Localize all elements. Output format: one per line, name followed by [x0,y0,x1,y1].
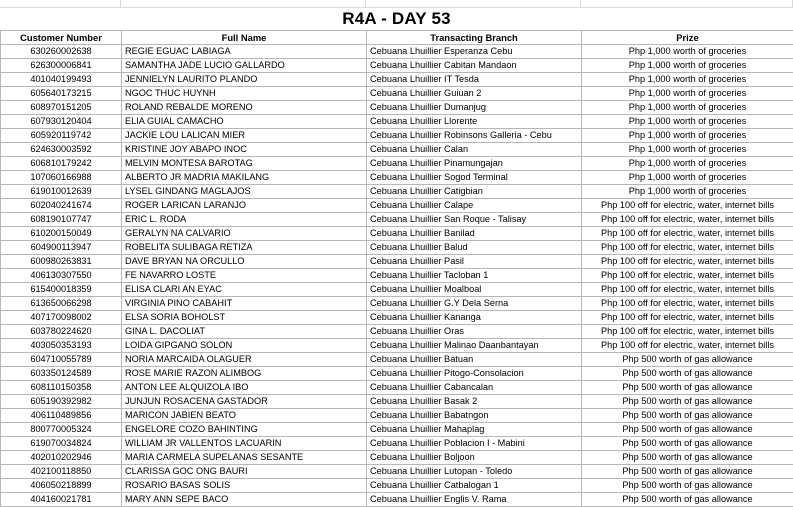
full-name-cell[interactable]: VIRGINIA PINO CABAHIT [122,297,367,311]
table-row [1,409,793,423]
prize-cell[interactable]: Php 1,000 worth of groceries [582,73,793,87]
branch-cell[interactable]: Cebuana Lhuillier Guiuan 2 [367,87,582,101]
branch-cell[interactable]: Cebuana Lhuillier Englis V. Rama [367,493,582,507]
prize-cell[interactable]: Php 500 worth of gas allowance [582,395,793,409]
prize-cell[interactable]: Php 1,000 worth of groceries [582,115,793,129]
branch-cell[interactable]: Cebuana Lhuillier Catigbian [367,185,582,199]
full-name-cell[interactable]: WILLIAM JR VALLENTOS LACUARIN [122,437,367,451]
branch-cell[interactable]: Cebuana Lhuillier Cabancalan [367,381,582,395]
branch-cell[interactable]: Cebuana Lhuillier Tacloban 1 [367,269,582,283]
prize-cell[interactable]: Php 500 worth of gas allowance [582,465,793,479]
table-row [1,269,793,283]
branch-cell[interactable]: Cebuana Lhuillier Calape [367,199,582,213]
prize-cell[interactable]: Php 500 worth of gas allowance [582,479,793,493]
full-name-cell[interactable]: ROGER LARICAN LARANJO [122,199,367,213]
full-name-cell[interactable]: ELSA SORIA BOHOLST [122,311,367,325]
branch-cell[interactable]: Cebuana Lhuillier Cabitan Mandaon [367,59,582,73]
full-name-cell[interactable]: ELISA CLARI AN EYAC [122,283,367,297]
table-row [1,73,793,87]
prize-cell[interactable]: Php 100 off for electric, water, internet bills [582,241,793,255]
prize-cell[interactable]: Php 100 off for electric, water, internet bills [582,255,793,269]
prize-cell[interactable]: Php 1,000 worth of groceries [582,185,793,199]
prize-cell[interactable]: Php 500 worth of gas allowance [582,367,793,381]
table-row [1,143,793,157]
customer-number-cell[interactable]: 402100118850 [1,465,122,479]
full-name-cell[interactable]: ALBERTO JR MADRIA MAKILANG [122,171,367,185]
branch-cell[interactable]: Cebuana Lhuillier Boljoon [367,451,582,465]
table-row [1,353,793,367]
branch-cell[interactable]: Cebuana Lhuillier Llorente [367,115,582,129]
full-name-cell[interactable]: KRISTINE JOY ABAPO INOC [122,143,367,157]
table-row [1,297,793,311]
table-row [1,241,793,255]
branch-cell[interactable]: Cebuana Lhuillier San Roque - Talisay [367,213,582,227]
customer-number-cell[interactable]: 403050353193 [1,339,122,353]
customer-number-cell[interactable]: 404160021781 [1,493,122,507]
full-name-cell[interactable]: JACKIE LOU LALICAN MIER [122,129,367,143]
branch-cell[interactable]: Cebuana Lhuillier Basak 2 [367,395,582,409]
table-row [1,101,793,115]
customer-number-cell[interactable]: 603780224620 [1,325,122,339]
branch-cell[interactable]: Cebuana Lhuillier Moalboal [367,283,582,297]
full-name-cell[interactable]: NGOC THUC HUYNH [122,87,367,101]
customer-number-cell[interactable]: 605190392982 [1,395,122,409]
prize-cell[interactable]: Php 1,000 worth of groceries [582,45,793,59]
top-grid-strip [0,0,793,8]
customer-number-cell[interactable]: 610200150049 [1,227,122,241]
table-row [1,465,793,479]
header-full-name[interactable]: Full Name [122,31,367,45]
prize-cell[interactable]: Php 100 off for electric, water, internet bills [582,199,793,213]
full-name-cell[interactable]: ROSE MARIE RAZON ALIMBOG [122,367,367,381]
prize-cell[interactable]: Php 500 worth of gas allowance [582,437,793,451]
prize-cell[interactable]: Php 100 off for electric, water, internet bills [582,269,793,283]
customer-number-cell[interactable]: 600980263831 [1,255,122,269]
branch-cell[interactable]: Cebuana Lhuillier Mahaplag [367,423,582,437]
table-row [1,129,793,143]
table-row [1,381,793,395]
full-name-cell[interactable]: GINA L. DACOLIAT [122,325,367,339]
customer-number-cell[interactable]: 401040199493 [1,73,122,87]
customer-number-cell[interactable]: 608970151205 [1,101,122,115]
prize-cell[interactable]: Php 100 off for electric, water, internet bills [582,213,793,227]
customer-number-cell[interactable]: 402010202946 [1,451,122,465]
customer-number-cell[interactable]: 406130307550 [1,269,122,283]
branch-cell[interactable]: Cebuana Lhuillier Sogod Terminal [367,171,582,185]
header-prize[interactable]: Prize [582,31,793,45]
customer-number-cell[interactable]: 605920119742 [1,129,122,143]
table-row [1,213,793,227]
table-row [1,199,793,213]
customer-number-cell[interactable]: 107060166988 [1,171,122,185]
customer-number-cell[interactable]: 608190107747 [1,213,122,227]
customer-number-cell[interactable]: 607930120404 [1,115,122,129]
prize-cell[interactable]: Php 1,000 worth of groceries [582,101,793,115]
customer-number-cell[interactable]: 608110150358 [1,381,122,395]
prize-cell[interactable]: Php 500 worth of gas allowance [582,353,793,367]
customer-number-cell[interactable]: 602040241674 [1,199,122,213]
full-name-cell[interactable]: MARIA CARMELA SUPELANAS SESANTE [122,451,367,465]
prize-cell[interactable]: Php 100 off for electric, water, internet bills [582,297,793,311]
table-row [1,325,793,339]
branch-cell[interactable]: Cebuana Lhuillier Balud [367,241,582,255]
prize-cell[interactable]: Php 1,000 worth of groceries [582,171,793,185]
prize-cell[interactable]: Php 500 worth of gas allowance [582,381,793,395]
table-row [1,479,793,493]
table-row [1,45,793,59]
header-transacting-branch[interactable]: Transacting Branch [367,31,582,45]
full-name-cell[interactable]: ROSARIO BASAS SOLIS [122,479,367,493]
prize-cell[interactable]: Php 500 worth of gas allowance [582,423,793,437]
prize-cell[interactable]: Php 1,000 worth of groceries [582,143,793,157]
prize-cell[interactable]: Php 1,000 worth of groceries [582,59,793,73]
table-row [1,185,793,199]
customer-number-cell[interactable]: 406110489856 [1,409,122,423]
customer-number-cell[interactable]: 624630003592 [1,143,122,157]
branch-cell[interactable]: Cebuana Lhuillier Oras [367,325,582,339]
full-name-cell[interactable]: ROBELITA SULIBAGA RETIZA [122,241,367,255]
customer-number-cell[interactable]: 603350124589 [1,367,122,381]
prize-cell[interactable]: Php 1,000 worth of groceries [582,157,793,171]
branch-cell[interactable]: Cebuana Lhuillier Catbalogan 1 [367,479,582,493]
branch-cell[interactable]: Cebuana Lhuillier Poblacion I - Mabini [367,437,582,451]
full-name-cell[interactable]: ROLAND REBALDE MORENO [122,101,367,115]
branch-cell[interactable]: Cebuana Lhuillier Robinsons Galleria - Cebu [367,129,582,143]
header-row [1,31,793,45]
full-name-cell[interactable]: ERIC L. RODA [122,213,367,227]
table-row [1,115,793,129]
full-name-cell[interactable]: MARICON JABIEN BEATO [122,409,367,423]
full-name-cell[interactable]: MELVIN MONTESA BAROTAG [122,157,367,171]
customer-number-cell[interactable]: 630260002638 [1,45,122,59]
prize-cell[interactable]: Php 100 off for electric, water, internet bills [582,227,793,241]
branch-cell[interactable]: Cebuana Lhuillier Pitogo-Consolacion [367,367,582,381]
table-row [1,59,793,73]
header-customer-number[interactable]: Customer Number [1,31,122,45]
prize-cell[interactable]: Php 500 worth of gas allowance [582,409,793,423]
table-row [1,311,793,325]
table-row [1,451,793,465]
branch-cell[interactable]: Cebuana Lhuillier Malinao Daanbantayan [367,339,582,353]
full-name-cell[interactable]: ANTON LEE ALQUIZOLA IBO [122,381,367,395]
table-row [1,283,793,297]
customer-number-cell[interactable]: 407170098002 [1,311,122,325]
customer-number-cell[interactable]: 406050218899 [1,479,122,493]
full-name-cell[interactable]: LYSEL GINDANG MAGLAJOS [122,185,367,199]
full-name-cell[interactable]: SAMANTHA JADE LUCIO GALLARDO [122,59,367,73]
table-row [1,493,793,507]
full-name-cell[interactable]: MARY ANN SEPE BACO [122,493,367,507]
full-name-cell[interactable]: GERALYN NA CALVARIO [122,227,367,241]
full-name-cell[interactable]: NORIA MARCAIDA OLAGUER [122,353,367,367]
customer-number-cell[interactable]: 626300006841 [1,59,122,73]
prize-cell[interactable]: Php 100 off for electric, water, internet bills [582,283,793,297]
customer-number-cell[interactable]: 800770005324 [1,423,122,437]
branch-cell[interactable]: Cebuana Lhuillier Dumanjug [367,101,582,115]
full-name-cell[interactable]: LOIDA GIPGANO SOLON [122,339,367,353]
branch-cell[interactable]: Cebuana Lhuillier Calan [367,143,582,157]
full-name-cell[interactable]: JENNIELYN LAURITO PLANDO [122,73,367,87]
branch-cell[interactable]: Cebuana Lhuillier IT Tesda [367,73,582,87]
branch-cell[interactable]: Cebuana Lhuillier Pasil [367,255,582,269]
table-row [1,339,793,353]
prize-cell[interactable]: Php 100 off for electric, water, internet bills [582,311,793,325]
branch-cell[interactable]: Cebuana Lhuillier Kananga [367,311,582,325]
table-row [1,227,793,241]
winners-table [0,30,793,507]
prize-cell[interactable]: Php 1,000 worth of groceries [582,129,793,143]
table-row [1,255,793,269]
table-row [1,157,793,171]
customer-number-cell[interactable]: 619010012639 [1,185,122,199]
full-name-cell[interactable]: JUNJUN ROSACENA GASTADOR [122,395,367,409]
customer-number-cell[interactable]: 606810179242 [1,157,122,171]
full-name-cell[interactable]: ELIA GUIAL CAMACHO [122,115,367,129]
prize-cell[interactable]: Php 100 off for electric, water, internet bills [582,339,793,353]
branch-cell[interactable]: Cebuana Lhuillier Esperanza Cebu [367,45,582,59]
table-row [1,367,793,381]
full-name-cell[interactable]: ENGELORE COZO BAHINTING [122,423,367,437]
full-name-cell[interactable]: FE NAVARRO LOSTE [122,269,367,283]
branch-cell[interactable]: Cebuana Lhuillier Lutopan - Toledo [367,465,582,479]
branch-cell[interactable]: Cebuana Lhuillier Pinamungajan [367,157,582,171]
prize-cell[interactable]: Php 500 worth of gas allowance [582,451,793,465]
table-row [1,423,793,437]
sheet-title: R4A - DAY 53 [342,9,451,28]
customer-number-cell[interactable]: 615400018359 [1,283,122,297]
full-name-cell[interactable]: REGIE EGUAC LABIAGA [122,45,367,59]
customer-number-cell[interactable]: 604900113947 [1,241,122,255]
table-row [1,171,793,185]
prize-cell[interactable]: Php 500 worth of gas allowance [582,493,793,507]
customer-number-cell[interactable]: 605640173215 [1,87,122,101]
customer-number-cell[interactable]: 619070034824 [1,437,122,451]
table-row [1,395,793,409]
branch-cell[interactable]: Cebuana Lhuillier Batuan [367,353,582,367]
customer-number-cell[interactable]: 613650066298 [1,297,122,311]
full-name-cell[interactable]: DAVE BRYAN NA ORCULLO [122,255,367,269]
branch-cell[interactable]: Cebuana Lhuillier Babatngon [367,409,582,423]
prize-cell[interactable]: Php 100 off for electric, water, internet bills [582,325,793,339]
full-name-cell[interactable]: CLARISSA GOC ONG BAURI [122,465,367,479]
customer-number-cell[interactable]: 604710055789 [1,353,122,367]
prize-cell[interactable]: Php 1,000 worth of groceries [582,87,793,101]
table-row [1,87,793,101]
branch-cell[interactable]: Cebuana Lhuillier G.Y Dela Serna [367,297,582,311]
table-row [1,437,793,451]
branch-cell[interactable]: Cebuana Lhuillier Banilad [367,227,582,241]
